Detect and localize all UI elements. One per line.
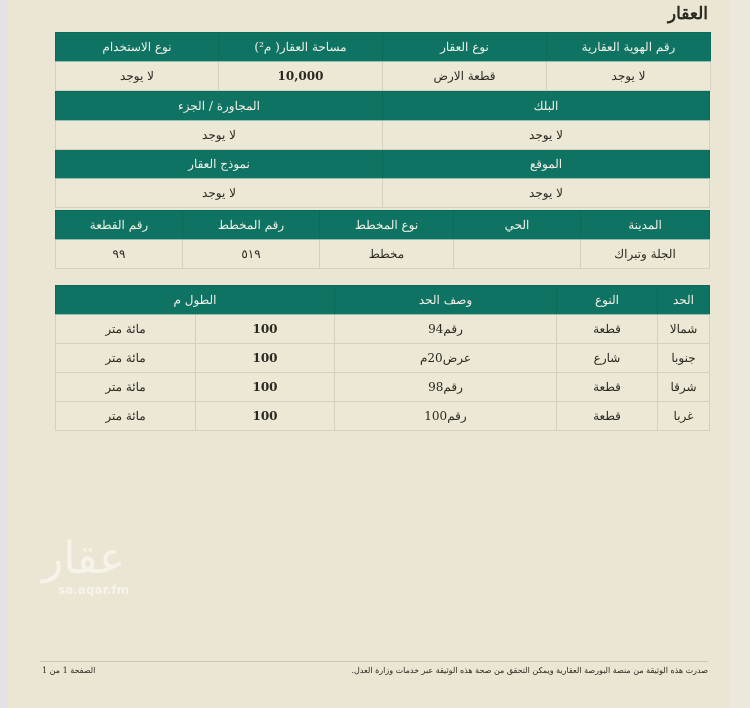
header-neighbourhood-part: المجاورة / الجزء [56, 92, 383, 121]
header-property-area: مساحة العقار( م²) [219, 33, 383, 62]
cell-property-area: 10,000 [219, 62, 383, 91]
right-edge-strip [730, 0, 750, 708]
table-row [56, 240, 710, 269]
cell-district [454, 240, 581, 269]
header-plan-number: رقم المخطط [183, 211, 320, 240]
footer-divider [40, 661, 708, 662]
plan-info-table [55, 210, 710, 269]
page-number: الصفحة 1 من 1 [42, 666, 96, 675]
table-row [56, 121, 710, 150]
cell-length: 100 [196, 402, 335, 431]
table-header-row [56, 33, 711, 62]
aqar-watermark [38, 535, 129, 597]
cell-type: قطعة [557, 402, 658, 431]
table-row [56, 373, 710, 402]
watermark-url: sa.aqar.fm [58, 583, 130, 597]
header-length: الطول م [56, 286, 335, 315]
table-header-row [56, 150, 710, 179]
cell-length-text: مائة متر [56, 402, 196, 431]
block-location-table [55, 91, 710, 208]
header-city: المدينة [581, 211, 710, 240]
cell-property-id: لا يوجد [547, 62, 711, 91]
header-location: الموقع [383, 150, 710, 179]
cell-length-text: مائة متر [56, 344, 196, 373]
cell-city: الجلة وتبراك [581, 240, 710, 269]
cell-property-type: قطعة الارض [383, 62, 547, 91]
header-district: الحي [454, 211, 581, 240]
cell-description: رقم98 [335, 373, 557, 402]
cell-description: رقم94 [335, 315, 557, 344]
cell-length: 100 [196, 344, 335, 373]
header-property-model: نموذج العقار [56, 150, 383, 179]
boundaries-table [55, 285, 710, 431]
table-header-row [56, 92, 710, 121]
header-usage-type: نوع الاستخدام [56, 33, 219, 62]
cell-type: قطعة [557, 373, 658, 402]
cell-usage-type: لا يوجد [56, 62, 219, 91]
table-row [56, 62, 711, 91]
property-info-table [55, 32, 711, 91]
header-plan-type: نوع المخطط [320, 211, 454, 240]
cell-location: لا يوجد [383, 179, 710, 208]
table-header-row [56, 286, 710, 315]
left-edge-strip [0, 0, 8, 708]
cell-type: شارع [557, 344, 658, 373]
cell-length-text: مائة متر [56, 315, 196, 344]
cell-type: قطعة [557, 315, 658, 344]
cell-description: رقم100 [335, 402, 557, 431]
cell-length: 100 [196, 315, 335, 344]
cell-plot-number: ٩٩ [56, 240, 183, 269]
footer-note: صدرت هذه الوثيقة من منصة البورصة العقارية ويمكن التحقق من صحة هذه الوثيقة عبر خدمات وزارة العدل. [351, 666, 708, 675]
page-title: العقار [667, 4, 708, 24]
cell-block: لا يوجد [383, 121, 710, 150]
table-header-row [56, 211, 710, 240]
cell-side: شمالا [658, 315, 710, 344]
header-description: وصف الحد [335, 286, 557, 315]
header-property-id: رقم الهوية العقارية [547, 33, 711, 62]
cell-length-text: مائة متر [56, 373, 196, 402]
cell-neighbourhood-part: لا يوجد [56, 121, 383, 150]
table-row [56, 315, 710, 344]
cell-side: غربا [658, 402, 710, 431]
cell-plan-number: ٥١٩ [183, 240, 320, 269]
cell-side: شرقا [658, 373, 710, 402]
cell-property-model: لا يوجد [56, 179, 383, 208]
header-type: النوع [557, 286, 658, 315]
table-row [56, 179, 710, 208]
cell-side: جنوبا [658, 344, 710, 373]
header-property-type: نوع العقار [383, 33, 547, 62]
header-side: الحد [658, 286, 710, 315]
table-row [56, 402, 710, 431]
table-row [56, 344, 710, 373]
header-block: البلك [383, 92, 710, 121]
cell-length: 100 [196, 373, 335, 402]
cell-description: عرض20م [335, 344, 557, 373]
header-plot-number: رقم القطعة [56, 211, 183, 240]
cell-plan-type: مخطط [320, 240, 454, 269]
watermark-logo: عقار [41, 533, 126, 584]
